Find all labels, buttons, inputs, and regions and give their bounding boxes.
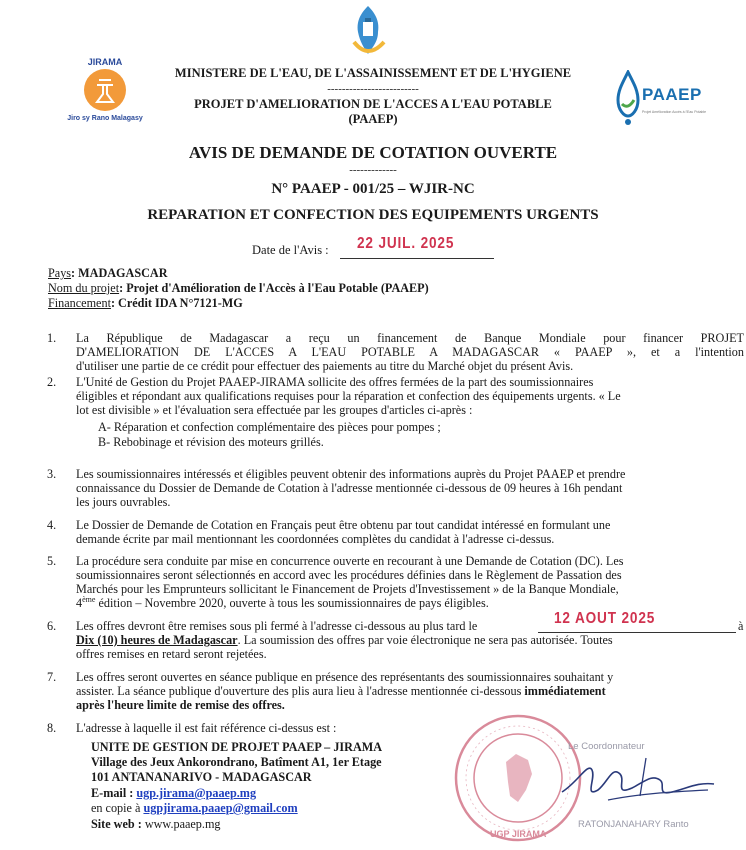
paaep-tagline: Projet Amélioration Accès à l'Eau Potable <box>642 110 707 114</box>
paragraph-number: 2. <box>47 375 57 389</box>
project-acronym: (PAAEP) <box>348 112 398 126</box>
address-street: Village des Jeux Ankorondrano, Batîment A1, 1er Etage <box>91 755 382 769</box>
paragraph-number: 7. <box>47 670 57 684</box>
paragraph-line: Marchés pour les Emprunteurs sollicitant le Financement de Projets d'Investissement » de la Banque Mondiale, <box>76 582 619 596</box>
paragraph-line: L'adresse à laquelle il est fait référence ci-dessus est : <box>76 721 337 735</box>
notice-date-stamp: 22 JUIL. 2025 <box>357 235 455 252</box>
edition-suffix: ème <box>82 594 96 604</box>
paragraph-line: Les offres seront ouvertes en séance publique en présence des représentants des soumissionnaires souhaitant y <box>76 670 614 684</box>
notice-subject: REPARATION ET CONFECTION DES EQUIPEMENTS URGENTS <box>147 207 599 223</box>
coordinator-name: RATONJANAHARY Ranto <box>578 819 689 830</box>
jirama-slogan: Jiro sy Rano Malagasy <box>67 115 143 122</box>
notice-date-label: Date de l'Avis : <box>252 243 329 257</box>
copy-label: en copie à <box>91 801 144 815</box>
paragraph-line: lot est divisible » et l'évaluation sera effectuée par les groupes d'articles ci-après : <box>76 403 473 417</box>
paragraph-number: 5. <box>47 554 57 568</box>
paragraph-line <box>76 684 744 698</box>
projet-label: Nom du projet <box>48 281 120 295</box>
ministry-emblem <box>344 2 392 62</box>
title-separator: ------------- <box>349 164 397 176</box>
header-separator: ------------------------- <box>327 83 419 95</box>
financement-label: Financement <box>48 296 111 310</box>
paaep-logo <box>614 70 714 130</box>
copy-line <box>91 801 298 815</box>
coordinator-role: Le Coordonnateur <box>568 741 645 752</box>
web-label: Site web : <box>91 817 145 831</box>
paragraph-line: D'AMELIORATION DE L'ACCES A L'EAU POTABLE A MADAGASCAR « PAAEP », et a l'intention <box>76 345 744 359</box>
opening-text: assister. La séance publique d'ouverture des plis aura lieu à l'adresse mentionnée ci-dessous <box>76 684 525 698</box>
paragraph-line: Le Dossier de Demande de Cotation en Français peut être obtenu par tout candidat intéressé en formulant une <box>76 518 611 532</box>
jirama-name: JIRAMA <box>87 57 123 67</box>
seal-bottom-text: UGP JIRAMA <box>490 829 547 839</box>
financement-value: : Crédit IDA N°7121-MG <box>110 296 243 310</box>
pays-value: : MADAGASCAR <box>71 266 168 280</box>
jirama-logo <box>62 57 148 127</box>
deadline-a: à <box>738 619 744 633</box>
paragraph-number: 1. <box>47 331 57 345</box>
paragraph-line: La République de Madagascar a reçu un financement de Banque Mondiale pour financer PROJET <box>76 331 744 345</box>
email-line <box>91 786 256 800</box>
paragraph-line: connaissance du Dossier de Demande de Cotation à l'adresse mentionnée ci-dessous de 09 heures à 16h pendant <box>76 481 623 495</box>
paragraph-line: offres remises en retard seront rejetées. <box>76 647 267 661</box>
opening-immediately: immédiatement <box>524 684 606 698</box>
paragraph-number: 3. <box>47 467 57 481</box>
paragraph-number: 6. <box>47 619 57 633</box>
pays-line <box>48 266 168 280</box>
ministry-name: MINISTERE DE L'EAU, DE L'ASSAINISSEMENT ET DE L'HYGIENE <box>174 66 572 80</box>
address-unit: UNITE DE GESTION DE PROJET PAAEP – JIRAMA <box>91 740 383 754</box>
address-city: 101 ANTANANARIVO - MADAGASCAR <box>91 770 312 784</box>
paragraph-number: 4. <box>47 518 57 532</box>
jirama-emblem-icon <box>83 68 127 112</box>
email-label: E-mail : <box>91 786 137 800</box>
paragraph-line: L'Unité de Gestion du Projet PAAEP-JIRAMA sollicite des offres fermées de la part des soumissionnaires <box>76 375 594 389</box>
paaep-logo-text: PAAEP <box>642 85 702 104</box>
paragraph-line: les jours ouvrables. <box>76 495 171 509</box>
paragraph-line: soumissionnaires seront sélectionnés en accord avec les procédures définies dans le Règlement de Passation des <box>76 568 622 582</box>
projet-line <box>48 281 429 295</box>
handwritten-signature <box>548 752 718 810</box>
notice-title: AVIS DE DEMANDE DE COTATION OUVERTE <box>188 143 558 162</box>
paaep-drop-icon <box>614 70 642 130</box>
paragraph-line: après l'heure limite de remise des offres. <box>76 698 285 712</box>
deadline-time: Dix (10) heures de Madagascar <box>76 633 238 647</box>
web-line <box>91 817 221 831</box>
paragraph-line: demande écrite par mail mentionnant les coordonnées complètes du candidat à l'adresse ci-dessus. <box>76 532 555 546</box>
edition-text: édition – Novembre 2020, ouverte à tous les soumissionnaires de pays éligibles. <box>95 596 489 610</box>
financement-line <box>48 296 243 310</box>
lot-a: A- Réparation et confection complémentaire des pièces pour pompes ; <box>98 420 441 434</box>
paragraph-number: 8. <box>47 721 57 735</box>
email-link[interactable]: ugp.jirama@paaep.mg <box>136 786 257 800</box>
paragraph-line: éligibles et répondant aux qualifications requises pour la réparation et confection des équipements urgents. « Le <box>76 389 621 403</box>
deadline-date-stamp: 12 AOUT 2025 <box>554 610 656 627</box>
paragraph-line: Les offres devront être remises sous pli fermé à l'adresse ci-dessous au plus tard le <box>76 619 478 633</box>
paragraph-line: La procédure sera conduite par mise en concurrence ouverte en recourant à une Demande de Cotation (DC). Les <box>76 554 624 568</box>
edition-number: 4 <box>76 596 83 610</box>
deadline-text: . La soumission des offres par voie électronique ne sera pas autorisée. Toutes <box>237 633 613 647</box>
project-name: PROJET D'AMELIORATION DE L'ACCES A L'EAU POTABLE <box>194 97 552 111</box>
projet-value: : Projet d'Amélioration de l'Accès à l'Eau Potable (PAAEP) <box>119 281 429 295</box>
notice-reference: N° PAAEP - 001/25 – WJIR-NC <box>271 181 475 197</box>
lot-b: B- Rebobinage et révision des moteurs grillés. <box>98 435 324 449</box>
copy-email-link[interactable]: ugpjirama.paaep@gmail.com <box>143 801 298 815</box>
paragraph-line: Les soumissionnaires intéressés et éligibles peuvent obtenir des informations auprès du Projet PAAEP et prendre <box>76 467 626 481</box>
pays-label: Pays <box>48 266 72 280</box>
web-link[interactable]: www.paaep.mg <box>144 817 221 831</box>
paragraph-line: d'utiliser une partie de ce crédit pour effectuer des paiements au titre du Marché objet du présent Avis. <box>76 359 574 373</box>
date-underline <box>340 258 494 259</box>
paragraph-line <box>76 633 744 647</box>
